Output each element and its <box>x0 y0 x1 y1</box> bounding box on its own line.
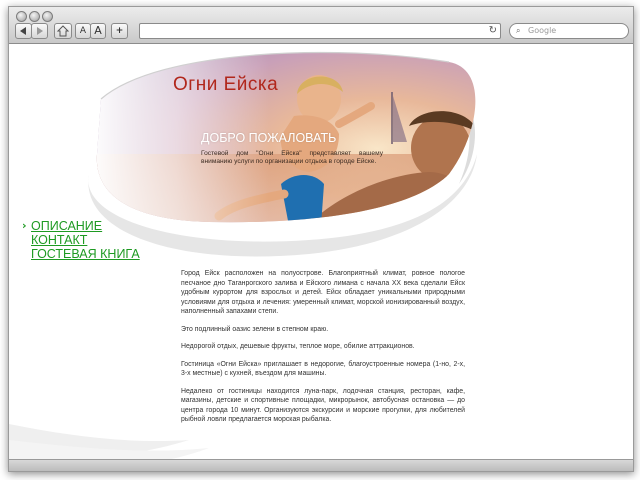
browser-toolbar <box>9 7 633 44</box>
minimize-window-icon[interactable] <box>29 11 40 22</box>
forward-arrow-icon <box>32 24 47 38</box>
nav-item-contact[interactable]: КОНТАКТ <box>31 233 88 247</box>
main-nav <box>22 219 140 261</box>
back-arrow-icon <box>16 24 31 38</box>
nav-item-description[interactable]: ОПИСАНИЕ <box>31 219 103 233</box>
content-paragraph: Город Ейск расположен на полуострове. Благоприятный климат, ровное пологое песчаное дно Таганрогского залива и Ейского лимана с начала XX века сделали Ейск удобным курортом для взрослых и детей. Ейск обладает уникальными природными условиями для отдыха и лечения: умеренный климат, морской ионизированный воздух, наполненный запахами степи. <box>181 270 465 315</box>
forward-button[interactable] <box>31 23 48 39</box>
content-paragraph: Гостиница «Огни Ейска» приглашает в недорогие, благоустроенные номера (1-но, 2-х, 3-х местные) с кухней, въездом для машины. <box>181 360 465 377</box>
address-bar[interactable] <box>139 23 501 39</box>
search-icon: ⌕ <box>516 26 521 35</box>
browser-window <box>8 6 634 472</box>
welcome-heading: ДОБРО ПОЖАЛОВАТЬ <box>201 131 337 145</box>
reload-icon[interactable]: ↻ <box>488 25 497 36</box>
site-title: Огни Ейска <box>173 74 279 95</box>
nav-item-guestbook[interactable]: ГОСТЕВАЯ КНИГА <box>31 247 140 261</box>
search-input[interactable] <box>509 23 629 39</box>
search-placeholder: Google <box>528 26 557 35</box>
content-paragraph: Недорогой отдых, дешевые фрукты, теплое море, обилие аттракционов. <box>181 343 415 350</box>
welcome-intro: Гостевой дом "Огни Ейска" представляет вашему вниманию услуги по организации отдыха в городе Ейске. <box>201 150 383 165</box>
content-paragraph: Недалеко от гостиницы находится луна-парк, лодочная станция, ресторан, кафе, магазины, детские и спортивные площадки, микрорынок, автобусная остановка — до центра города 10 минут. Организуются экскурсии и морские прогулки, для любителей рыбной ловли предлагается морская рыбалка. <box>181 387 465 423</box>
add-bookmark-button[interactable]: + <box>111 23 128 39</box>
zoom-window-icon[interactable] <box>42 11 53 22</box>
text-smaller-button[interactable]: A <box>75 23 91 39</box>
main-content <box>181 269 465 433</box>
home-button[interactable] <box>54 23 72 39</box>
text-bigger-button[interactable]: A <box>90 23 106 39</box>
nav-active-arrow-icon: › <box>22 219 27 232</box>
content-paragraph: Это подлинный оазис зелени в степном краю. <box>181 325 329 333</box>
home-icon <box>55 24 71 38</box>
status-bar <box>9 459 633 472</box>
web-page <box>9 44 633 471</box>
back-button[interactable] <box>15 23 32 39</box>
close-window-icon[interactable] <box>16 11 27 22</box>
